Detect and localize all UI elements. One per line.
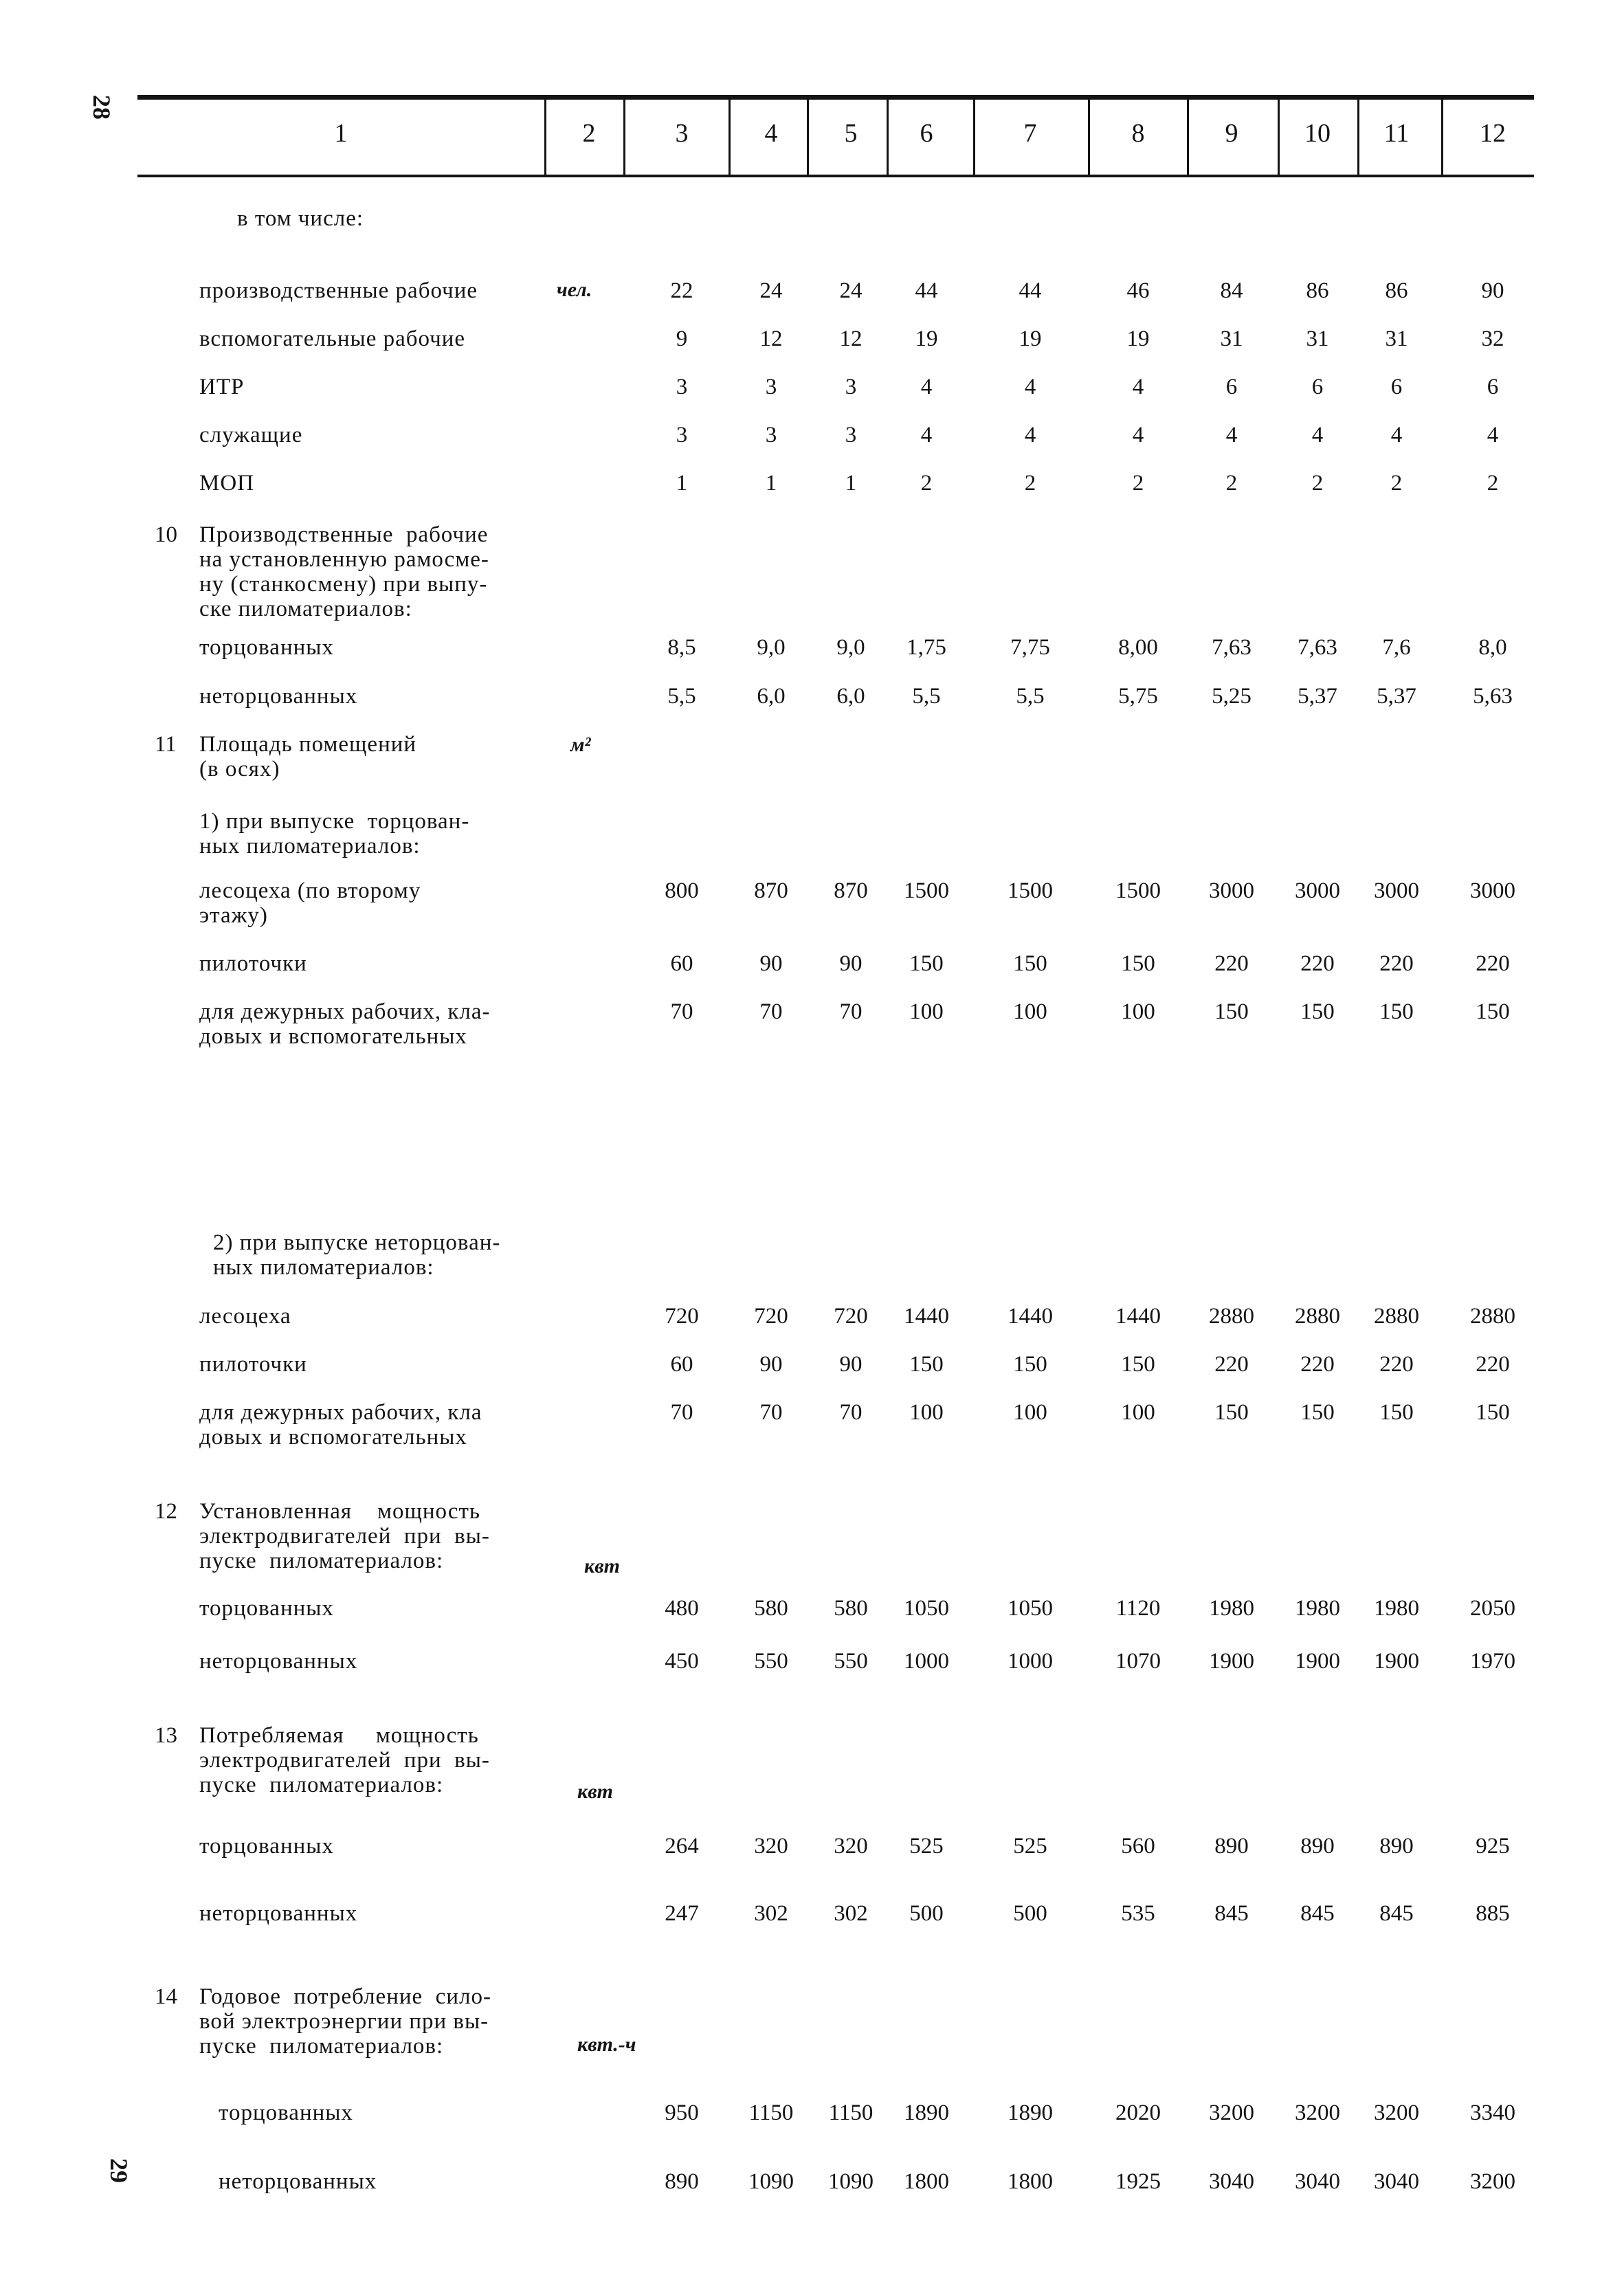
table-cell: 3 (845, 423, 857, 447)
column-divider (728, 98, 731, 176)
table-cell: 3 (676, 423, 688, 447)
table-cell: 4 (1390, 423, 1403, 447)
table-cell: 100 (909, 1400, 944, 1425)
table-cell: 8,00 (1118, 635, 1158, 660)
table-cell: 6,0 (836, 684, 865, 709)
table-cell: 1440 (904, 1304, 949, 1329)
table-cell: 6,0 (757, 684, 786, 709)
column-divider (623, 98, 625, 176)
table-cell: 220 (1214, 1352, 1249, 1377)
table-cell: 845 (1300, 1901, 1335, 1926)
row-label: МОП (199, 471, 255, 496)
table-cell: 1000 (904, 1649, 949, 1674)
table-cell: 550 (754, 1649, 788, 1674)
table-cell: 5,25 (1212, 684, 1252, 709)
table-cell: 12 (839, 326, 863, 351)
table-cell: 4 (1225, 423, 1238, 447)
table-cell: 3000 (1295, 878, 1340, 903)
table-cell: 150 (909, 951, 944, 976)
table-cell: 150 (909, 1352, 944, 1377)
table-cell: 24 (759, 278, 783, 303)
table-cell: 32 (1481, 326, 1504, 351)
table-cell: 70 (759, 999, 783, 1024)
table-cell: 2 (1311, 471, 1324, 496)
header-top-rule (137, 95, 1534, 100)
table-cell: 890 (1214, 1834, 1249, 1859)
row-label: торцованных (199, 635, 334, 660)
table-cell: 60 (670, 951, 693, 976)
table-cell: 1120 (1115, 1596, 1161, 1621)
table-cell: 100 (1013, 1400, 1047, 1425)
page-number-bottom: 29 (105, 2158, 133, 2183)
table-cell: 5,75 (1118, 684, 1158, 709)
table-cell: 845 (1214, 1901, 1249, 1926)
table-cell: 720 (754, 1304, 788, 1329)
row-label: 1) при выпуске торцован- ных пиломатериалов: (199, 809, 470, 858)
table-cell: 86 (1306, 278, 1329, 303)
table-cell: 1090 (828, 2169, 874, 2194)
table-cell: 1800 (1008, 2169, 1053, 2194)
table-cell: 1440 (1008, 1304, 1053, 1329)
table-cell: 720 (665, 1304, 699, 1329)
table-cell: 12 (759, 326, 783, 351)
row-label: торцованных (199, 1596, 334, 1621)
table-cell: 1900 (1209, 1649, 1254, 1674)
row-label: Потребляемая мощность электродвигателей при вы- пуске пиломатериалов: (199, 1723, 490, 1797)
table-cell: 19 (915, 326, 938, 351)
table-cell: 7,75 (1010, 635, 1050, 660)
table-cell: 9 (676, 326, 688, 351)
table-cell: 1500 (1115, 878, 1161, 903)
table-cell: 150 (1476, 1400, 1510, 1425)
table-cell: 4 (1487, 423, 1499, 447)
table-cell: 70 (670, 1400, 693, 1425)
column-header: 6 (920, 119, 933, 148)
table-cell: 560 (1121, 1834, 1155, 1859)
row-label: ИТР (199, 375, 245, 399)
table-cell: 150 (1121, 951, 1155, 976)
table-cell: 1150 (748, 2100, 794, 2125)
row-label: неторцованных (199, 684, 358, 709)
row-label: для дежурных рабочих, кла- довых и вспомогательных (199, 999, 491, 1049)
row-label: в том числе: (237, 206, 364, 231)
table-cell: 1890 (904, 2100, 949, 2125)
table-cell: 4 (1024, 375, 1036, 399)
table-cell: 1 (676, 471, 688, 496)
table-cell: 90 (839, 1352, 863, 1377)
table-cell: 1980 (1295, 1596, 1340, 1621)
table-cell: 100 (1013, 999, 1047, 1024)
table-cell: 9,0 (836, 635, 865, 660)
table-cell: 19 (1019, 326, 1042, 351)
table-cell: 46 (1126, 278, 1150, 303)
table-cell: 4 (1024, 423, 1036, 447)
table-cell: 3 (765, 375, 777, 399)
table-cell: 5,5 (1016, 684, 1045, 709)
table-cell: 3 (845, 375, 857, 399)
table-cell: 1 (765, 471, 777, 496)
table-cell: 44 (915, 278, 938, 303)
table-cell: 7,63 (1298, 635, 1337, 660)
column-divider (1088, 98, 1090, 176)
table-cell: 580 (834, 1596, 868, 1621)
table-cell: 84 (1220, 278, 1243, 303)
table-cell: 4 (1311, 423, 1324, 447)
table-cell: 1050 (904, 1596, 949, 1621)
table-cell: 1090 (748, 2169, 794, 2194)
table-cell: 3200 (1295, 2100, 1340, 2125)
row-label: торцованных (219, 2100, 353, 2125)
table-cell: 2880 (1295, 1304, 1340, 1329)
table-cell: 220 (1379, 1352, 1414, 1377)
table-cell: 1,75 (906, 635, 946, 660)
row-label: 2) при выпуске неторцован- ных пиломатериалов: (213, 1230, 501, 1280)
table-cell: 1500 (904, 878, 949, 903)
column-divider (807, 98, 809, 176)
row-label: неторцованных (199, 1649, 358, 1674)
row-number: 14 (155, 1984, 177, 2009)
table-cell: 31 (1385, 326, 1408, 351)
table-cell: 150 (1300, 1400, 1335, 1425)
table-cell: 22 (670, 278, 693, 303)
table-cell: 86 (1385, 278, 1408, 303)
table-cell: 220 (1300, 951, 1335, 976)
table-cell: 150 (1379, 999, 1414, 1024)
row-unit: м² (570, 733, 591, 756)
table-cell: 3040 (1209, 2169, 1254, 2194)
table-cell: 535 (1121, 1901, 1155, 1926)
table-cell: 4 (920, 375, 933, 399)
table-cell: 3000 (1209, 878, 1254, 903)
row-unit: чел. (557, 278, 592, 301)
row-number: 11 (155, 732, 177, 757)
table-cell: 6 (1487, 375, 1499, 399)
row-number: 12 (155, 1499, 177, 1524)
table-cell: 950 (665, 2100, 699, 2125)
row-label: пилоточки (199, 951, 307, 976)
table-cell: 1980 (1374, 1596, 1419, 1621)
table-cell: 1980 (1209, 1596, 1254, 1621)
table-cell: 2880 (1209, 1304, 1254, 1329)
table-cell: 220 (1379, 951, 1414, 976)
table-cell: 890 (1379, 1834, 1414, 1859)
table-cell: 2 (1390, 471, 1403, 496)
column-header: 12 (1480, 119, 1506, 148)
table-cell: 150 (1214, 1400, 1249, 1425)
table-cell: 2050 (1470, 1596, 1515, 1621)
row-label: Производственные рабочие на установленную рамосме- ну (станкосмену) при выпу- ске пиломатериалов: (199, 522, 489, 621)
table-cell: 500 (909, 1901, 944, 1926)
row-label: производственные рабочие (199, 278, 478, 303)
table-cell: 6 (1225, 375, 1238, 399)
column-header: 9 (1225, 119, 1238, 148)
page-number-top: 28 (88, 95, 115, 120)
table-cell: 525 (909, 1834, 944, 1859)
row-label: для дежурных рабочих, кла довых и вспомогательных (199, 1400, 482, 1450)
table-cell: 5,5 (667, 684, 696, 709)
table-cell: 885 (1476, 1901, 1510, 1926)
table-cell: 100 (1121, 1400, 1155, 1425)
table-cell: 8,5 (667, 635, 696, 660)
column-header: 1 (334, 119, 348, 148)
row-label: служащие (199, 423, 303, 447)
table-cell: 550 (834, 1649, 868, 1674)
table-cell: 1925 (1115, 2169, 1161, 2194)
table-cell: 9,0 (757, 635, 786, 660)
table-cell: 3 (765, 423, 777, 447)
table-cell: 3040 (1295, 2169, 1340, 2194)
table-cell: 870 (754, 878, 788, 903)
column-header: 8 (1131, 119, 1145, 148)
row-label: неторцованных (219, 2169, 377, 2194)
table-cell: 302 (834, 1901, 868, 1926)
table-cell: 720 (834, 1304, 868, 1329)
table-cell: 3000 (1470, 878, 1515, 903)
column-divider (1357, 98, 1359, 176)
table-cell: 2880 (1470, 1304, 1515, 1329)
table-cell: 19 (1126, 326, 1150, 351)
table-cell: 5,63 (1473, 684, 1513, 709)
table-cell: 6 (1390, 375, 1403, 399)
table-cell: 70 (839, 1400, 863, 1425)
table-cell: 1900 (1374, 1649, 1419, 1674)
table-cell: 3000 (1374, 878, 1419, 903)
row-label: лесоцеха (по второму этажу) (199, 878, 421, 928)
table-cell: 70 (759, 1400, 783, 1425)
table-cell: 2 (1225, 471, 1238, 496)
table-cell: 890 (665, 2169, 699, 2194)
table-cell: 220 (1214, 951, 1249, 976)
table-cell: 3 (676, 375, 688, 399)
row-label: неторцованных (199, 1901, 358, 1926)
table-cell: 1900 (1295, 1649, 1340, 1674)
row-label: вспомогательные рабочие (199, 326, 466, 351)
table-cell: 100 (1121, 999, 1155, 1024)
column-header: 3 (675, 119, 689, 148)
row-unit: квт.-ч (577, 2033, 636, 2056)
row-number: 10 (155, 522, 177, 547)
column-header: 2 (582, 119, 596, 148)
table-cell: 3340 (1470, 2100, 1515, 2125)
table-cell: 150 (1476, 999, 1510, 1024)
column-header: 7 (1023, 119, 1037, 148)
table-cell: 100 (909, 999, 944, 1024)
table-cell: 925 (1476, 1834, 1510, 1859)
table-cell: 4 (920, 423, 933, 447)
row-number: 13 (155, 1723, 177, 1748)
table-cell: 800 (665, 878, 699, 903)
table-cell: 2 (1024, 471, 1036, 496)
table-cell: 90 (839, 951, 863, 976)
table-cell: 8,0 (1478, 635, 1507, 660)
column-header: 5 (844, 119, 858, 148)
table-cell: 580 (754, 1596, 788, 1621)
table-cell: 7,63 (1212, 635, 1252, 660)
row-label: Площадь помещений (в осях) (199, 732, 417, 781)
table-cell: 2880 (1374, 1304, 1419, 1329)
table-cell: 5,37 (1298, 684, 1337, 709)
table-cell: 90 (759, 1352, 783, 1377)
table-cell: 247 (665, 1901, 699, 1926)
table-cell: 480 (665, 1596, 699, 1621)
table-cell: 90 (1481, 278, 1504, 303)
table-cell: 500 (1013, 1901, 1047, 1926)
column-divider (887, 98, 889, 176)
table-cell: 4 (1132, 375, 1144, 399)
table-cell: 302 (754, 1901, 788, 1926)
table-cell: 1050 (1008, 1596, 1053, 1621)
table-cell: 320 (754, 1834, 788, 1859)
table-cell: 31 (1306, 326, 1329, 351)
table-cell: 44 (1019, 278, 1042, 303)
table-cell: 3200 (1209, 2100, 1254, 2125)
table-cell: 150 (1013, 951, 1047, 976)
row-label: Установленная мощность электродвигателей при вы- пуске пиломатериалов: (199, 1499, 490, 1573)
table-cell: 450 (665, 1649, 699, 1674)
table-cell: 1500 (1008, 878, 1053, 903)
table-cell: 2020 (1115, 2100, 1161, 2125)
column-divider (1187, 98, 1189, 176)
column-header: 4 (764, 119, 778, 148)
table-cell: 5,37 (1377, 684, 1416, 709)
table-cell: 150 (1379, 1400, 1414, 1425)
row-label: торцованных (199, 1834, 334, 1859)
header-bottom-rule (137, 175, 1534, 177)
table-cell: 1150 (828, 2100, 874, 2125)
table-cell: 70 (670, 999, 693, 1024)
table-cell: 2 (1487, 471, 1499, 496)
table-cell: 1890 (1008, 2100, 1053, 2125)
column-header: 11 (1383, 119, 1410, 148)
table-cell: 3200 (1374, 2100, 1419, 2125)
column-divider (973, 98, 975, 176)
table-cell: 24 (839, 278, 863, 303)
table-cell: 4 (1132, 423, 1144, 447)
table-cell: 2 (1132, 471, 1144, 496)
table-cell: 60 (670, 1352, 693, 1377)
table-cell: 220 (1300, 1352, 1335, 1377)
table-cell: 220 (1476, 1352, 1510, 1377)
table-cell: 5,5 (912, 684, 941, 709)
table-cell: 870 (834, 878, 868, 903)
table-cell: 2 (920, 471, 933, 496)
table-cell: 525 (1013, 1834, 1047, 1859)
table-cell: 1000 (1008, 1649, 1053, 1674)
column-divider (1441, 98, 1443, 176)
table-cell: 1070 (1115, 1649, 1161, 1674)
table-cell: 3040 (1374, 2169, 1419, 2194)
table-cell: 6 (1311, 375, 1324, 399)
row-label: пилоточки (199, 1352, 307, 1377)
row-label: Годовое потребление сило- вой электроэнергии при вы- пуске пиломатериалов: (199, 1984, 491, 2059)
table-cell: 150 (1121, 1352, 1155, 1377)
table-cell: 1970 (1470, 1649, 1515, 1674)
table-cell: 1440 (1115, 1304, 1161, 1329)
table-cell: 890 (1300, 1834, 1335, 1859)
table-cell: 150 (1214, 999, 1249, 1024)
table-cell: 31 (1220, 326, 1243, 351)
table-cell: 1800 (904, 2169, 949, 2194)
table-cell: 150 (1300, 999, 1335, 1024)
table-cell: 320 (834, 1834, 868, 1859)
table-cell: 845 (1379, 1901, 1414, 1926)
row-unit: квт (584, 1555, 620, 1577)
table-cell: 7,6 (1382, 635, 1411, 660)
table-cell: 70 (839, 999, 863, 1024)
column-divider (544, 98, 546, 176)
row-label: лесоцеха (199, 1304, 291, 1329)
table-cell: 90 (759, 951, 783, 976)
table-cell: 220 (1476, 951, 1510, 976)
column-divider (1278, 98, 1280, 176)
column-header: 10 (1304, 119, 1331, 148)
table-cell: 1 (845, 471, 857, 496)
row-unit: квт (577, 1780, 613, 1803)
table-cell: 264 (665, 1834, 699, 1859)
table-cell: 3200 (1470, 2169, 1515, 2194)
table-cell: 150 (1013, 1352, 1047, 1377)
